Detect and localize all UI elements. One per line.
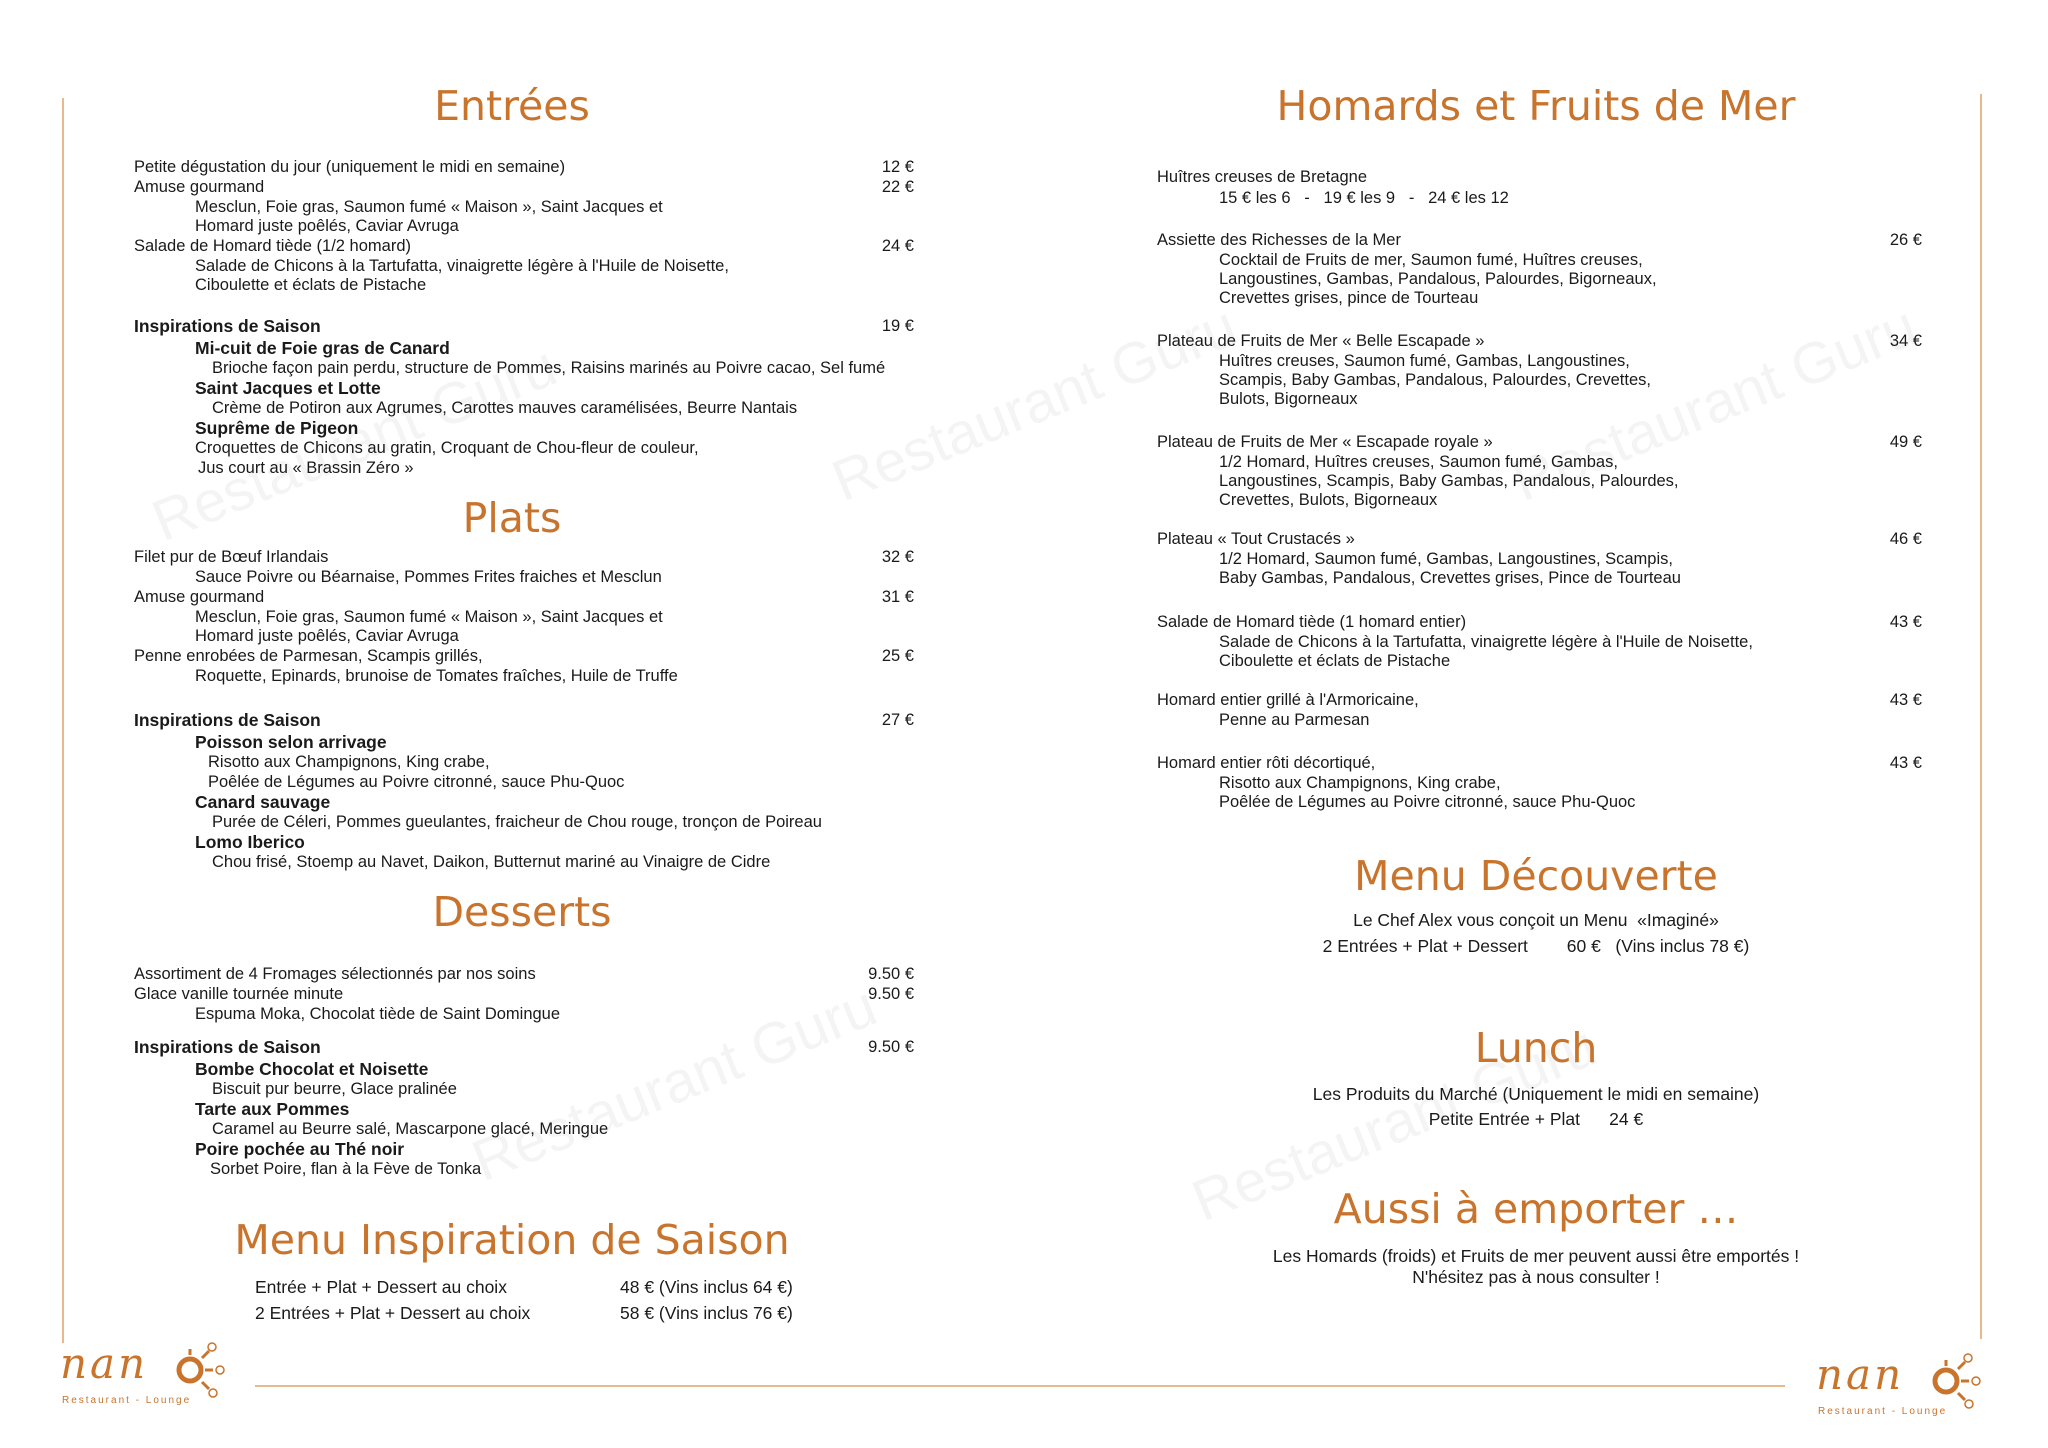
- inspirations-label: Inspirations de Saison: [134, 1037, 321, 1057]
- dish-desc: Croquettes de Chicons au gratin, Croquant de Chou-fleur de couleur,: [195, 439, 699, 457]
- menu-item-price: 31 €: [881, 588, 914, 606]
- menu-item-price: 26 €: [1889, 231, 1922, 249]
- dish-name: Poisson selon arrivage: [195, 732, 387, 752]
- dish-desc: Sorbet Poire, flan à la Fève de Tonka: [210, 1160, 482, 1178]
- menu-item-name: Huîtres creuses de Bretagne: [1157, 168, 1368, 186]
- menu-item-price: 32 €: [881, 548, 914, 566]
- formula-price: 58 € (Vins inclus 76 €): [620, 1303, 793, 1323]
- menu-item-desc: Langoustines, Scampis, Baby Gambas, Pandalous, Palourdes,: [1219, 472, 1679, 490]
- menu-item-name: Assortiment de 4 Fromages sélectionnés par nos soins: [134, 965, 536, 983]
- menu-item-price: 43 €: [1889, 754, 1922, 772]
- brand-logo: [1816, 1350, 1996, 1417]
- brand-tagline: Restaurant - Lounge: [62, 1395, 192, 1406]
- dish-desc: Crème de Potiron aux Agrumes, Carottes mauves caramélisées, Beurre Nantais: [212, 399, 798, 417]
- menu-item-name: Homard entier rôti décortiqué,: [1157, 754, 1376, 772]
- menu-item-desc: Crevettes grises, pince de Tourteau: [1219, 289, 1479, 307]
- menu-item-desc: Penne au Parmesan: [1219, 711, 1370, 729]
- formula-price: 48 € (Vins inclus 64 €): [620, 1277, 793, 1297]
- menu-item-desc: Salade de Chicons à la Tartufatta, vinaigrette légère à l'Huile de Noisette,: [1219, 633, 1753, 651]
- inspirations-price: 9.50 €: [868, 1038, 914, 1056]
- desserts-title: Desserts: [432, 888, 612, 936]
- brand-name: nan: [1816, 1350, 1905, 1399]
- menu-item-desc: Cocktail de Fruits de mer, Saumon fumé, Huîtres creuses,: [1219, 251, 1643, 269]
- dish-desc: Risotto aux Champignons, King crabe,: [208, 753, 490, 771]
- menu-item-desc: Roquette, Epinards, brunoise de Tomates fraîches, Huile de Truffe: [195, 667, 678, 685]
- menu-item-desc: Espuma Moka, Chocolat tiède de Saint Domingue: [195, 1005, 561, 1023]
- emporter-line: N'hésitez pas à nous consulter !: [1412, 1267, 1660, 1287]
- menu-item-desc: Ciboulette et éclats de Pistache: [195, 276, 427, 294]
- emporter-title: Aussi à emporter …: [1333, 1185, 1739, 1233]
- menu-item-price: 9.50 €: [868, 965, 914, 983]
- decouverte-line: Le Chef Alex vous conçoit un Menu «Imaginé»: [1353, 910, 1719, 930]
- dish-name: Tarte aux Pommes: [195, 1099, 350, 1119]
- menu-item-price: 34 €: [1889, 332, 1922, 350]
- menu-item-name: Glace vanille tournée minute: [134, 985, 344, 1003]
- right-border-rule: [1980, 94, 1982, 1339]
- left-border-rule: [62, 98, 64, 1343]
- inspirations-label: Inspirations de Saison: [134, 710, 321, 730]
- menu-item-name: Salade de Homard tiède (1 homard entier): [1157, 613, 1467, 631]
- formula-label: Entrée + Plat + Dessert au choix: [255, 1277, 507, 1297]
- menu-item-name: Amuse gourmand: [134, 588, 265, 606]
- menu-item-desc: Scampis, Baby Gambas, Pandalous, Palourdes, Crevettes,: [1219, 371, 1651, 389]
- dish-desc: Poêlée de Légumes au Poivre citronné, sauce Phu-Quoc: [208, 773, 625, 791]
- inspirations-price: 19 €: [881, 317, 914, 335]
- menu-item-name: Penne enrobées de Parmesan, Scampis grillés,: [134, 647, 483, 665]
- plats-title: Plats: [462, 494, 562, 542]
- menu-item-desc: Mesclun, Foie gras, Saumon fumé « Maison », Saint Jacques et: [195, 198, 663, 216]
- menu-item-name: Plateau de Fruits de Mer « Belle Escapade »: [1157, 332, 1485, 350]
- menu-item-price: 25 €: [881, 647, 914, 665]
- menu-item-desc: Homard juste poêlés, Caviar Avruga: [195, 627, 459, 645]
- menu-item-name: Plateau de Fruits de Mer « Escapade royale »: [1157, 433, 1493, 451]
- dish-name: Poire pochée au Thé noir: [195, 1139, 405, 1159]
- dish-desc: Purée de Céleri, Pommes gueulantes, fraicheur de Chou rouge, tronçon de Poireau: [212, 813, 822, 831]
- menu-item-name: Plateau « Tout Crustacés »: [1157, 530, 1355, 548]
- menu-item-desc: Ciboulette et éclats de Pistache: [1219, 652, 1451, 670]
- dish-desc: Jus court au « Brassin Zéro »: [198, 459, 414, 477]
- dish-name: Saint Jacques et Lotte: [195, 378, 381, 398]
- menu-item-name: Amuse gourmand: [134, 178, 265, 196]
- dish-desc: Chou frisé, Stoemp au Navet, Daikon, Butternut mariné au Vinaigre de Cidre: [212, 853, 771, 871]
- dish-desc: Caramel au Beurre salé, Mascarpone glacé, Meringue: [212, 1120, 609, 1138]
- menu-item-desc: Langoustines, Gambas, Pandalous, Palourdes, Bigorneaux,: [1219, 270, 1657, 288]
- menu-item-name: Petite dégustation du jour (uniquement le midi en semaine): [134, 158, 566, 176]
- menu-item-desc: Bulots, Bigorneaux: [1219, 390, 1358, 408]
- emporter-line: Les Homards (froids) et Fruits de mer peuvent aussi être emportés !: [1272, 1246, 1800, 1266]
- inspirations-price: 27 €: [881, 711, 914, 729]
- dish-name: Mi-cuit de Foie gras de Canard: [195, 338, 450, 358]
- lunch-line: Les Produits du Marché (Uniquement le midi en semaine): [1312, 1084, 1760, 1104]
- menu-item-price: 46 €: [1889, 530, 1922, 548]
- oyster-prices: 15 € les 6 - 19 € les 9 - 24 € les 12: [1219, 189, 1509, 207]
- lunch-line: Petite Entrée + Plat 24 €: [1428, 1109, 1644, 1129]
- brand-name: nan: [60, 1339, 149, 1388]
- inspirations-label: Inspirations de Saison: [134, 316, 321, 336]
- brand-tagline: Restaurant - Lounge: [1818, 1406, 1948, 1417]
- menu-item-name: Homard entier grillé à l'Armoricaine,: [1157, 691, 1419, 709]
- menu-item-name: Assiette des Richesses de la Mer: [1157, 231, 1401, 249]
- menu-item-price: 22 €: [881, 178, 914, 196]
- menu-item-name: Filet pur de Bœuf Irlandais: [134, 548, 329, 566]
- menu-item-price: 43 €: [1889, 691, 1922, 709]
- menu-item-desc: 1/2 Homard, Saumon fumé, Gambas, Langoustines, Scampis,: [1219, 550, 1673, 568]
- menu-item-price: 9.50 €: [868, 985, 914, 1003]
- dish-name: Suprême de Pigeon: [195, 418, 359, 438]
- menu-item-desc: Salade de Chicons à la Tartufatta, vinaigrette légère à l'Huile de Noisette,: [195, 257, 729, 275]
- menu-item-desc: Sauce Poivre ou Béarnaise, Pommes Frites fraiches et Mesclun: [195, 568, 662, 586]
- entrees-title: Entrées: [434, 82, 590, 130]
- menu-item-price: 49 €: [1889, 433, 1922, 451]
- sun-logo-icon: [165, 1339, 235, 1399]
- menu-item-desc: Risotto aux Champignons, King crabe,: [1219, 774, 1501, 792]
- sun-logo-icon: [1921, 1350, 1991, 1410]
- menu-item-price: 12 €: [881, 158, 914, 176]
- menu-item-price: 43 €: [1889, 613, 1922, 631]
- homards-title: Homards et Fruits de Mer: [1276, 82, 1796, 130]
- dish-desc: Biscuit pur beurre, Glace pralinée: [212, 1080, 457, 1098]
- menu-item-name: Salade de Homard tiède (1/2 homard): [134, 237, 411, 255]
- dish-name: Canard sauvage: [195, 792, 331, 812]
- menu-item-desc: Crevettes, Bulots, Bigorneaux: [1219, 491, 1438, 509]
- lunch-title: Lunch: [1474, 1024, 1598, 1072]
- menu-item-desc: Poêlée de Légumes au Poivre citronné, sauce Phu-Quoc: [1219, 793, 1636, 811]
- bottom-border-rule: [255, 1385, 1785, 1387]
- menu-item-desc: 1/2 Homard, Huîtres creuses, Saumon fumé, Gambas,: [1219, 453, 1618, 471]
- menu-item-price: 24 €: [881, 237, 914, 255]
- menu-inspiration-title: Menu Inspiration de Saison: [234, 1216, 790, 1264]
- dish-name: Bombe Chocolat et Noisette: [195, 1059, 429, 1079]
- dish-name: Lomo Iberico: [195, 832, 305, 852]
- formula-label: 2 Entrées + Plat + Dessert au choix: [255, 1303, 531, 1323]
- menu-item-desc: Baby Gambas, Pandalous, Crevettes grises, Pince de Tourteau: [1219, 569, 1681, 587]
- decouverte-line: 2 Entrées + Plat + Dessert 60 € (Vins inclus 78 €): [1322, 936, 1750, 956]
- brand-logo: [60, 1339, 240, 1406]
- dish-desc: Brioche façon pain perdu, structure de Pommes, Raisins marinés au Poivre cacao, Sel fumé: [212, 359, 886, 377]
- menu-item-desc: Homard juste poêlés, Caviar Avruga: [195, 217, 459, 235]
- menu-item-desc: Mesclun, Foie gras, Saumon fumé « Maison », Saint Jacques et: [195, 608, 663, 626]
- menu-item-desc: Huîtres creuses, Saumon fumé, Gambas, Langoustines,: [1219, 352, 1630, 370]
- decouverte-title: Menu Découverte: [1354, 852, 1718, 900]
